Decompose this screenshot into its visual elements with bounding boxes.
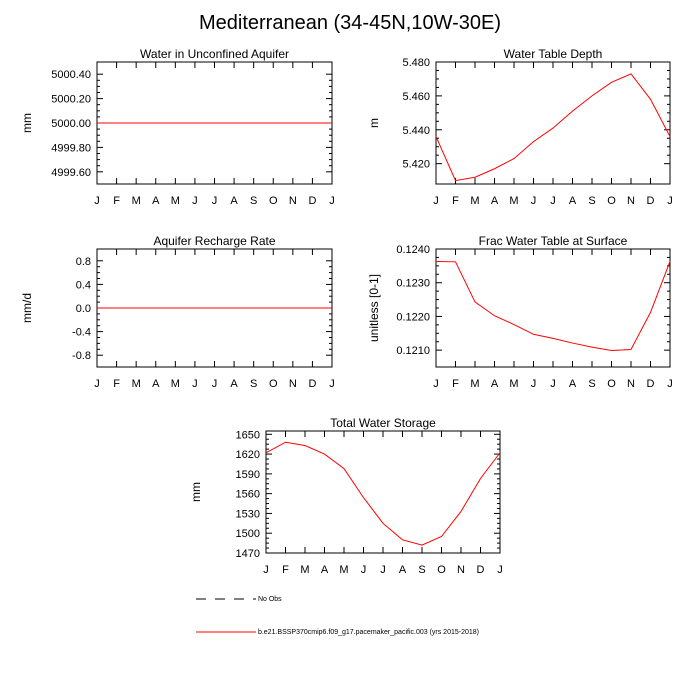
chart-title: Frac Water Table at Surface	[478, 234, 628, 248]
chart-panel-2	[20, 234, 335, 390]
y-tick-label: 1650	[235, 429, 260, 442]
x-tick-label: J	[94, 195, 100, 207]
y-axis-label: mm	[20, 113, 34, 133]
x-tick-label: J	[530, 378, 537, 390]
x-tick-label: S	[249, 195, 258, 207]
x-tick-label: S	[588, 378, 596, 390]
x-tick-label: J	[380, 564, 386, 576]
y-tick-label: 1590	[235, 468, 260, 481]
y-tick-label: 5000.00	[51, 118, 91, 130]
y-axis-label: mm	[189, 482, 203, 502]
x-tick-label: J	[433, 378, 439, 390]
x-tick-label: S	[249, 378, 258, 390]
y-tick-label: 5000.20	[51, 93, 91, 106]
x-tick-label: O	[268, 378, 278, 390]
x-tick-label: N	[288, 378, 297, 390]
chart-panel-1	[367, 47, 673, 207]
x-tick-label: A	[490, 378, 499, 390]
y-tick-label: 5.420	[402, 158, 430, 171]
x-tick-label: J	[94, 378, 100, 390]
x-tick-label: A	[152, 378, 160, 390]
chart-title: Water in Unconfined Aquifer	[140, 47, 289, 61]
chart-title: Water Table Depth	[503, 47, 603, 61]
chart-title: Total Water Storage	[330, 416, 436, 430]
x-tick-label: A	[398, 564, 407, 576]
x-tick-label: J	[433, 195, 439, 207]
legend-model-run	[196, 627, 479, 637]
y-axis-label: m	[367, 118, 381, 128]
y-tick-label: 0.1230	[396, 277, 430, 290]
x-tick-label: J	[550, 195, 556, 207]
x-tick-label: D	[646, 378, 655, 390]
x-tick-label: J	[360, 564, 367, 576]
series-line-0	[436, 261, 670, 350]
y-tick-label: 5.480	[402, 57, 430, 69]
y-tick-label: 5.440	[402, 124, 430, 137]
legend-dashed-line	[196, 594, 256, 604]
x-tick-label: D	[308, 378, 317, 390]
x-tick-label: D	[646, 195, 655, 207]
page-title: Mediterranean (34-45N,10W-30E)	[198, 12, 501, 34]
x-tick-label: M	[509, 195, 519, 207]
y-tick-label: 0.4	[75, 279, 91, 292]
y-axis-label: mm/d	[20, 293, 34, 323]
x-tick-label: A	[320, 564, 329, 576]
x-tick-label: N	[457, 564, 465, 576]
x-tick-label: J	[263, 564, 269, 576]
x-tick-label: M	[339, 564, 349, 576]
x-tick-label: J	[550, 378, 556, 390]
x-tick-label: N	[627, 378, 635, 390]
x-tick-label: F	[452, 378, 459, 390]
x-tick-label: M	[470, 378, 480, 390]
x-tick-label: M	[170, 378, 180, 390]
y-tick-label: 1470	[235, 548, 260, 560]
x-tick-label: J	[211, 195, 218, 207]
x-tick-label: A	[230, 378, 238, 390]
x-tick-label: F	[452, 195, 459, 207]
y-tick-label: 0.1220	[396, 311, 430, 324]
x-tick-label: F	[282, 564, 289, 576]
x-tick-label: A	[568, 378, 577, 390]
x-tick-label: M	[300, 564, 310, 576]
x-tick-label: O	[607, 378, 616, 390]
x-tick-label: M	[470, 195, 480, 207]
legend-no-obs-label: No Obs	[257, 595, 282, 603]
x-tick-label: J	[329, 378, 335, 390]
plot-frame	[436, 62, 670, 184]
y-tick-label: 1560	[235, 488, 260, 501]
x-tick-label: N	[288, 195, 297, 207]
x-tick-label: S	[588, 195, 596, 207]
x-tick-label: A	[490, 195, 499, 207]
x-tick-label: A	[152, 195, 160, 207]
y-tick-label: 1500	[235, 528, 260, 541]
chart-panel-4	[189, 416, 503, 576]
y-tick-label: 0.1240	[396, 244, 430, 256]
y-tick-label: -0.8	[72, 350, 91, 363]
x-tick-label: J	[530, 195, 537, 207]
y-tick-label: 5000.40	[51, 69, 91, 82]
y-tick-label: 1620	[235, 449, 260, 462]
x-tick-label: J	[211, 378, 218, 390]
y-tick-label: 1530	[235, 508, 260, 521]
x-tick-label: O	[607, 195, 616, 207]
x-tick-label: A	[230, 195, 238, 207]
y-axis-label: unitless [0-1]	[367, 273, 381, 343]
x-tick-label: J	[192, 195, 198, 207]
x-tick-label: D	[308, 195, 317, 207]
y-tick-label: 0.8	[75, 255, 91, 268]
chart-panel-3	[367, 234, 673, 390]
chart-title: Aquifer Recharge Rate	[153, 234, 276, 248]
x-tick-label: J	[329, 195, 335, 207]
x-tick-label: J	[192, 378, 198, 390]
x-tick-label: S	[418, 564, 426, 576]
x-tick-label: D	[476, 564, 485, 576]
series-line-0	[266, 442, 500, 545]
plot-frame	[436, 249, 670, 367]
x-tick-label: F	[113, 195, 120, 207]
x-tick-label: O	[268, 195, 278, 207]
x-tick-label: M	[131, 195, 141, 207]
legend-solid-line	[196, 627, 256, 637]
y-tick-label: 0.0	[75, 303, 91, 315]
x-tick-label: N	[627, 195, 635, 207]
x-tick-label: M	[170, 195, 180, 207]
chart-panel-0	[20, 47, 335, 207]
x-tick-label: J	[667, 378, 673, 390]
plot-frame	[266, 431, 500, 553]
y-tick-label: 4999.60	[51, 166, 91, 179]
series-line-0	[436, 74, 670, 181]
x-tick-label: M	[131, 378, 141, 390]
x-tick-label: F	[113, 378, 120, 390]
x-tick-label: J	[667, 195, 673, 207]
legend-model-run-label: b.e21.BSSP370cmip6.f09_g17.pacemaker_pacific.003 (yrs 2015-2018)	[257, 628, 479, 636]
x-tick-label: J	[497, 564, 503, 576]
y-tick-label: -0.4	[72, 326, 91, 339]
x-tick-label: O	[437, 564, 446, 576]
y-tick-label: 0.1210	[396, 345, 430, 358]
y-tick-label: 5.460	[402, 90, 430, 103]
legend-no-obs	[196, 594, 282, 604]
x-tick-label: A	[568, 195, 577, 207]
y-tick-label: 4999.80	[51, 142, 91, 155]
x-tick-label: M	[509, 378, 519, 390]
